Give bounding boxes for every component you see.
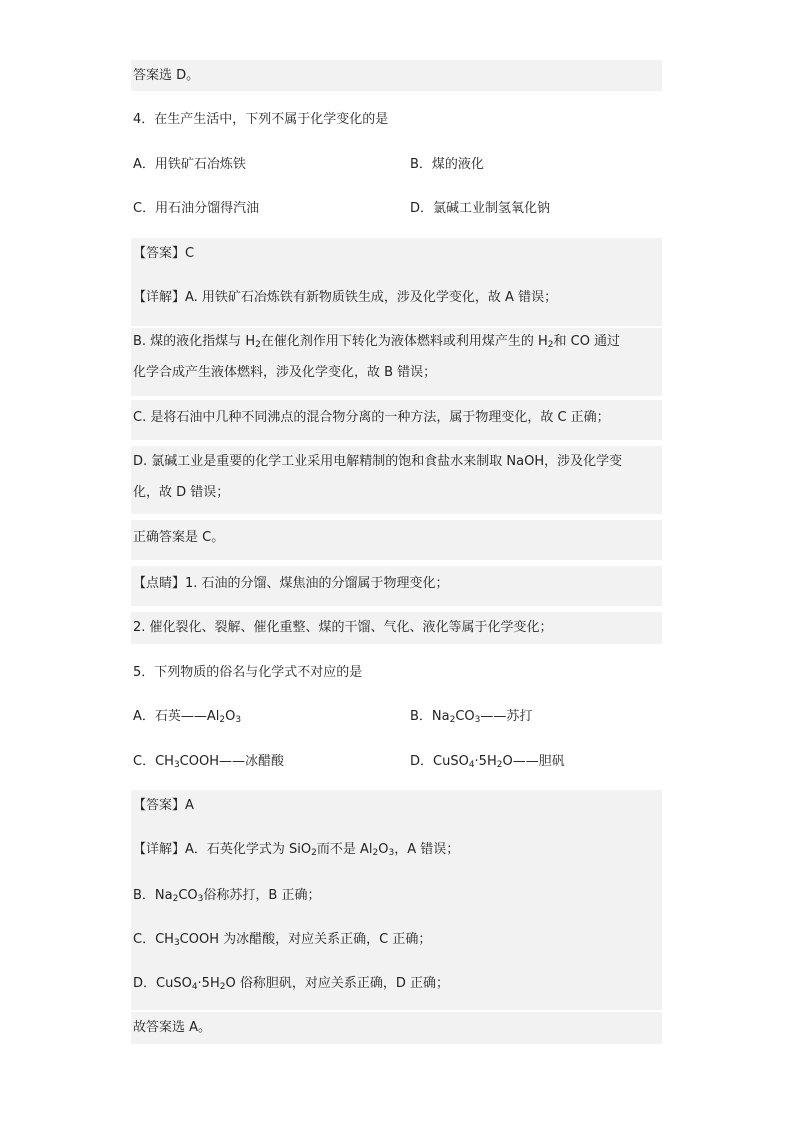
- text: D. 氯碱工业是重要的化学工业采用电解精制的饱和食盐水来制取 NaOH，涉及化学变: [133, 454, 623, 469]
- text: ，A 错误；: [394, 842, 460, 857]
- subscript: 3: [388, 848, 395, 858]
- option-b: B．煤的液化: [410, 157, 484, 172]
- option-d: D．氯碱工业制氢氧化钠: [410, 201, 551, 216]
- text: B. 煤的液化指煤与 H: [133, 334, 256, 349]
- answer-5: [131, 790, 662, 834]
- question-5: [131, 663, 662, 683]
- option-d: [410, 752, 565, 772]
- text: 4．在生产生活中，下列不属于化学变化的是: [133, 112, 389, 127]
- subscript: 3: [197, 894, 204, 904]
- text: D．CuSO: [133, 976, 192, 991]
- tip-2: [131, 612, 662, 644]
- detail-5-d: [131, 966, 662, 1010]
- text: B．Na: [133, 888, 173, 903]
- text: ·5H: [197, 976, 220, 991]
- text: O——胆矾: [502, 754, 565, 769]
- subscript: 4: [468, 760, 475, 770]
- detail-4-a: [131, 282, 662, 326]
- text: C．CH: [133, 754, 174, 769]
- question-4: [131, 110, 662, 130]
- subscript: 3: [235, 715, 242, 725]
- option-a: A．用铁矿石冶炼铁: [133, 157, 246, 172]
- option-b: [410, 707, 532, 727]
- text: C．CH: [133, 932, 174, 947]
- subscript: 2: [372, 848, 379, 858]
- answer-line: [131, 60, 662, 91]
- question-5-options-row-2: [131, 752, 662, 772]
- detail-5-b: [131, 878, 662, 922]
- subscript: 2: [496, 760, 503, 770]
- detail-5-c: [131, 922, 662, 966]
- text: COOH 为冰醋酸，对应关系正确，C 正确；: [179, 932, 432, 947]
- detail-5-a: [131, 834, 662, 878]
- subscript: 2: [449, 715, 456, 725]
- subscript: 2: [219, 982, 226, 992]
- text: D．CuSO: [410, 754, 469, 769]
- text: 2. 催化裂化、裂解、催化重整、煤的干馏、气化、液化等属于化学变化；: [133, 620, 553, 635]
- option-a: [133, 709, 241, 724]
- question-4-options-row-1: [131, 155, 662, 175]
- tip-1: [131, 566, 662, 606]
- text: 在催化剂作用下转化为液体燃料或利用煤产生的 H: [260, 334, 548, 349]
- detail-4-b: [131, 328, 662, 396]
- text: 俗称苏打，B 正确；: [203, 888, 321, 903]
- text: 和 CO 通过: [553, 334, 621, 349]
- text: 故答案选 A。: [133, 1020, 212, 1035]
- option-c: C．用石油分馏得汽油: [133, 201, 260, 216]
- text: 【答案】C: [133, 246, 195, 261]
- text: 【点睛】1. 石油的分馏、煤焦油的分馏属于物理变化；: [133, 576, 449, 591]
- text: A．石英——Al: [133, 709, 220, 724]
- subscript: 4: [191, 982, 198, 992]
- text: O: [225, 709, 236, 724]
- text: 【详解】A. 用铁矿石冶炼铁有新物质铁生成，涉及化学变化，故 A 错误；: [133, 290, 558, 305]
- final-answer-5: [131, 1012, 662, 1044]
- text: COOH——冰醋酸: [179, 754, 284, 769]
- subscript: 3: [173, 760, 180, 770]
- text: CO: [455, 709, 475, 724]
- question-5-options-row-1: [131, 707, 662, 727]
- text: C. 是将石油中几种不同沸点的混合物分离的一种方法，属于物理变化，故 C 正确；: [133, 410, 610, 425]
- text: O 俗称胆矾，对应关系正确，D 正确；: [225, 976, 449, 991]
- text: B．Na: [410, 709, 450, 724]
- subscript: 3: [173, 938, 180, 948]
- detail-4-c: [131, 400, 662, 440]
- text: ——苏打: [480, 709, 533, 724]
- text: 化学合成产生液体燃料，涉及化学变化，故 B 错误；: [133, 365, 437, 380]
- text: 正确答案是 C。: [133, 530, 225, 545]
- text: 而不是 Al: [316, 842, 373, 857]
- text: 【详解】A．石英化学式为 SiO: [133, 842, 312, 857]
- subscript: 2: [219, 715, 226, 725]
- text: 5．下列物质的俗名与化学式不对应的是: [133, 665, 363, 680]
- text: ·5H: [474, 754, 497, 769]
- subscript: 3: [474, 715, 481, 725]
- text: 答案选 D。: [133, 68, 200, 83]
- text: 化，故 D 错误；: [133, 485, 230, 500]
- answer-4: [131, 238, 662, 282]
- correct-answer-4: [131, 520, 662, 560]
- subscript: 2: [172, 894, 179, 904]
- text: CO: [178, 888, 198, 903]
- text: 【答案】A: [133, 798, 194, 813]
- subscript: 2: [255, 340, 261, 350]
- question-4-options-row-2: [131, 199, 662, 219]
- detail-4-d: [131, 446, 662, 514]
- subscript: 2: [311, 848, 317, 858]
- option-c: [133, 754, 284, 769]
- subscript: 2: [547, 340, 554, 350]
- text: O: [378, 842, 389, 857]
